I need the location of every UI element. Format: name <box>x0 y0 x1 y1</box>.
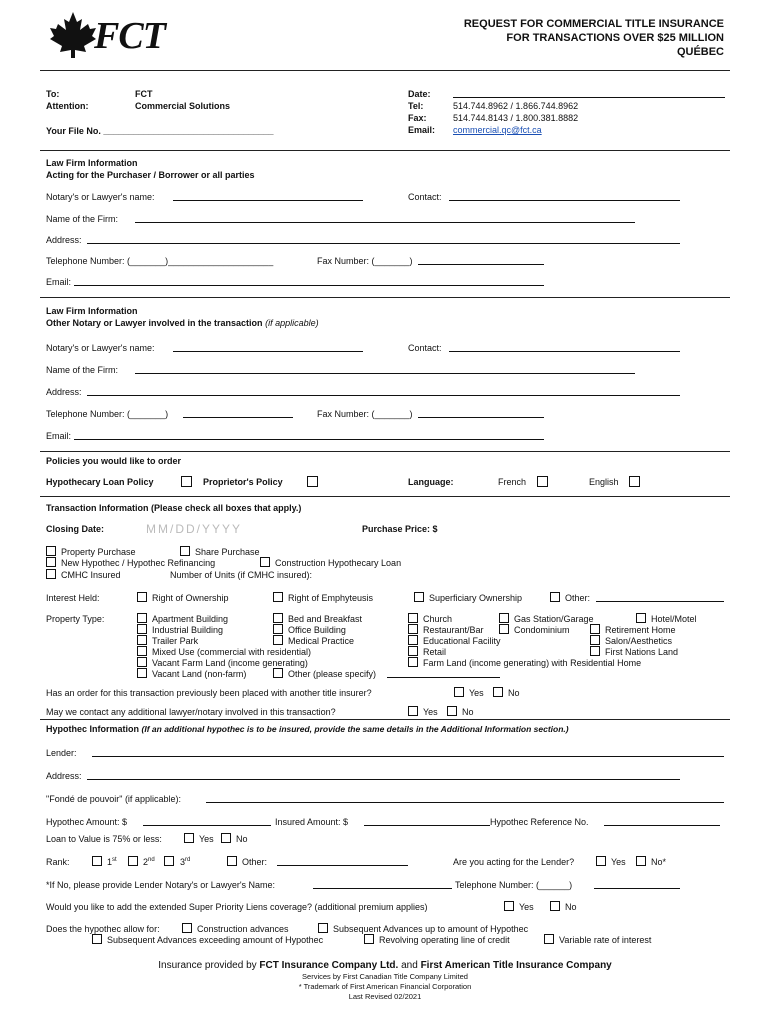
subsequent-exceeding-checkbox[interactable] <box>92 934 102 944</box>
question-previous-order: Has an order for this transaction previously been placed with another title insurer? <box>46 688 372 698</box>
footer-insurance-line <box>0 960 770 971</box>
ifno-label: *If No, please provide Lender Notary's or Lawyer's Name: <box>46 880 276 890</box>
share-purchase-checkbox[interactable] <box>180 546 190 556</box>
firm2-phone-input[interactable] <box>183 409 293 418</box>
footer-and: and <box>401 960 418 971</box>
reference-input[interactable] <box>604 817 720 826</box>
ifno-tel-label: Telephone Number: (______) <box>455 880 573 890</box>
tel-label: Tel: <box>408 101 424 111</box>
firm2-phone-label: Telephone Number: (_______) <box>46 409 169 419</box>
firm2-address-label: Address: <box>46 387 82 397</box>
firm2-address-input[interactable] <box>87 387 680 396</box>
firm1-email-label: Email: <box>46 277 72 287</box>
construction-advances-label: Construction advances <box>197 924 289 934</box>
property-type-label: Property Type: <box>46 614 105 624</box>
farm-vacant-label: Vacant Farm Land (income generating) <box>152 658 308 668</box>
farm-residential-checkbox[interactable] <box>408 657 418 667</box>
firm2-firm-input[interactable] <box>135 365 635 374</box>
email-link[interactable]: commercial.qc@fct.ca <box>453 125 542 135</box>
revolving-checkbox[interactable] <box>364 934 374 944</box>
english-checkbox[interactable] <box>629 476 640 487</box>
retail-label: Retail <box>423 647 447 657</box>
variable-rate-checkbox[interactable] <box>544 934 554 944</box>
firm1-address-label: Address: <box>46 235 82 245</box>
first-nations-checkbox[interactable] <box>590 646 600 656</box>
construction-loan-checkbox[interactable] <box>260 557 270 567</box>
lender-input[interactable] <box>92 748 724 757</box>
retirement-checkbox[interactable] <box>590 624 600 634</box>
firm1-fax-input[interactable] <box>418 256 544 265</box>
rank-2-wrap <box>143 857 155 867</box>
construction-loan-label: Construction Hypothecary Loan <box>275 558 402 568</box>
tel-value: 514.744.8962 / 1.866.744.8962 <box>453 101 579 111</box>
ownership-label: Right of Ownership <box>152 593 229 603</box>
restaurant-label: Restaurant/Bar <box>423 625 484 635</box>
hypothec-address-label: Address: <box>46 771 82 781</box>
gas-station-checkbox[interactable] <box>499 613 509 623</box>
rank-other-input[interactable] <box>277 857 408 866</box>
firm1-address-input[interactable] <box>87 235 680 244</box>
attention-label: Attention: <box>46 101 89 111</box>
office-checkbox[interactable] <box>273 624 283 634</box>
mixed-use-label: Mixed Use (commercial with residential) <box>152 647 312 657</box>
farm-residential-label: Farm Land (income generating) with Residential Home <box>423 658 642 668</box>
superficiary-checkbox[interactable] <box>414 592 424 602</box>
industrial-checkbox[interactable] <box>137 624 147 634</box>
reference-label: Hypothec Reference No. <box>490 817 589 827</box>
condominium-label: Condominium <box>514 625 570 635</box>
header-title-2: FOR TRANSACTIONS OVER $25 MILLION <box>506 32 724 44</box>
question-contact-lawyer: May we contact any additional lawyer/notary involved in this transaction? <box>46 707 336 717</box>
medical-label: Medical Practice <box>288 636 355 646</box>
superliens-label: Would you like to add the extended Super Priority Liens coverage? (additional premium applies) <box>46 902 428 912</box>
to-value: FCT <box>135 89 153 99</box>
condominium-checkbox[interactable] <box>499 624 509 634</box>
q1-yes-checkbox[interactable] <box>454 687 464 697</box>
policies-title: Policies you would like to order <box>46 456 182 466</box>
bed-breakfast-label: Bed and Breakfast <box>288 614 363 624</box>
church-checkbox[interactable] <box>408 613 418 623</box>
logo-text: FCT <box>94 15 165 57</box>
firm2-notary-input[interactable] <box>173 343 363 352</box>
firm2-subtitle-wrap <box>46 318 319 328</box>
hypothec-amount-input[interactable] <box>143 817 271 826</box>
date-label: Date: <box>408 89 431 99</box>
acting-no-label: No* <box>651 857 667 867</box>
acting-yes-label: Yes <box>611 857 626 867</box>
footer-pre: Insurance provided by <box>158 960 257 971</box>
firm2-fax-label: Fax Number: (_______) <box>317 409 413 419</box>
rank-1-checkbox[interactable] <box>92 856 102 866</box>
fonde-label: "Fondé de pouvoir" (if applicable): <box>46 794 181 804</box>
interest-other-input[interactable] <box>596 593 724 602</box>
educational-label: Educational Facility <box>423 636 501 646</box>
file-number-field[interactable]: Your File No. __________________________________ <box>46 126 274 136</box>
industrial-label: Industrial Building <box>152 625 224 635</box>
property-other-checkbox[interactable] <box>273 668 283 678</box>
hypothec-amount-label: Hypothec Amount: $ <box>46 817 128 827</box>
firm2-contact-label: Contact: <box>408 343 442 353</box>
rank-other-checkbox[interactable] <box>227 856 237 866</box>
rank-3-checkbox[interactable] <box>164 856 174 866</box>
rank-2-label: 2 <box>143 857 149 867</box>
property-other-label: Other (please specify) <box>288 669 377 679</box>
restaurant-checkbox[interactable] <box>408 624 418 634</box>
q2-no-label: No <box>462 707 474 717</box>
q2-no-checkbox[interactable] <box>447 706 457 716</box>
trailer-park-checkbox[interactable] <box>137 635 147 645</box>
vacant-land-checkbox[interactable] <box>137 668 147 678</box>
header-title-3: QUÉBEC <box>676 46 724 58</box>
firm2-email-input[interactable] <box>74 431 544 440</box>
purchase-price-label: Purchase Price: $ <box>362 524 438 534</box>
superliens-no-checkbox[interactable] <box>550 901 560 911</box>
revolving-label: Revolving operating line of credit <box>379 935 510 945</box>
share-purchase-label: Share Purchase <box>195 547 260 557</box>
q1-no-checkbox[interactable] <box>493 687 503 697</box>
ltv-no-checkbox[interactable] <box>221 833 231 843</box>
footer-fa: First American Title Insurance Company <box>420 960 612 971</box>
rank-label: Rank: <box>46 857 70 867</box>
lender-label: Lender: <box>46 748 77 758</box>
q1-yes-label: Yes <box>469 688 484 698</box>
allow-label: Does the hypothec allow for: <box>46 924 160 934</box>
firm1-title: Law Firm Information <box>46 158 138 168</box>
firm2-fax-input[interactable] <box>418 409 544 418</box>
vacant-land-label: Vacant Land (non-farm) <box>152 669 247 679</box>
apartment-label: Apartment Building <box>152 614 229 624</box>
ltv-label: Loan to Value is 75% or less: <box>46 834 162 844</box>
educational-checkbox[interactable] <box>408 635 418 645</box>
hypothec-note: (If an additional hypothec is to be insured, provide the same details in the Additional Information section.) <box>141 724 569 734</box>
ifno-input[interactable] <box>313 880 452 889</box>
firm1-phone-field[interactable]: Telephone Number: (_______)_____________________ <box>46 256 274 266</box>
ltv-yes-label: Yes <box>199 834 214 844</box>
fax-label: Fax: <box>408 113 427 123</box>
hypothec-title: Hypothec Information <box>46 724 140 734</box>
footer-fct: FCT Insurance Company Ltd. <box>259 960 399 971</box>
subsequent-exceeding-label: Subsequent Advances exceeding amount of Hypothec <box>107 935 324 945</box>
medical-checkbox[interactable] <box>273 635 283 645</box>
firm1-notary-input[interactable] <box>173 192 363 201</box>
variable-rate-label: Variable rate of interest <box>559 935 652 945</box>
interest-other-label: Other: <box>565 593 591 603</box>
office-label: Office Building <box>288 625 346 635</box>
superficiary-label: Superficiary Ownership <box>429 593 523 603</box>
salon-checkbox[interactable] <box>590 635 600 645</box>
attention-value: Commercial Solutions <box>135 101 231 111</box>
retail-checkbox[interactable] <box>408 646 418 656</box>
emphyteusis-checkbox[interactable] <box>273 592 283 602</box>
rank-2-suffix: nd <box>148 857 155 863</box>
q2-yes-label: Yes <box>423 707 438 717</box>
rank-3-wrap <box>180 857 190 867</box>
fax-value: 514.744.8143 / 1.800.381.8882 <box>453 113 579 123</box>
construction-advances-checkbox[interactable] <box>182 923 192 933</box>
footer-trademark: * Trademark of First American Financial Corporation <box>298 982 472 991</box>
firm2-subtitle-note: (if applicable) <box>265 318 319 328</box>
interest-other-checkbox[interactable] <box>550 592 560 602</box>
firm2-contact-input[interactable] <box>449 343 680 352</box>
date-input[interactable] <box>453 89 725 98</box>
new-hypothec-checkbox[interactable] <box>46 557 56 567</box>
ltv-yes-checkbox[interactable] <box>184 833 194 843</box>
ltv-no-label: No <box>236 834 248 844</box>
property-purchase-label: Property Purchase <box>61 547 136 557</box>
email-label: Email: <box>408 125 436 135</box>
hotel-checkbox[interactable] <box>636 613 646 623</box>
acting-no-checkbox[interactable] <box>636 856 646 866</box>
french-checkbox[interactable] <box>537 476 548 487</box>
rank-other-label: Other: <box>242 857 268 867</box>
farm-vacant-checkbox[interactable] <box>137 657 147 667</box>
ownership-checkbox[interactable] <box>137 592 147 602</box>
church-label: Church <box>423 614 453 624</box>
french-label: French <box>498 477 527 487</box>
firm2-notary-label: Notary's or Lawyer's name: <box>46 343 155 353</box>
retirement-label: Retirement Home <box>605 625 676 635</box>
fonde-input[interactable] <box>206 794 724 803</box>
loan-policy-checkbox[interactable] <box>181 476 192 487</box>
firm1-email-input[interactable] <box>74 277 544 286</box>
owner-policy-checkbox[interactable] <box>307 476 318 487</box>
maple-leaf-icon <box>48 10 98 60</box>
q2-yes-checkbox[interactable] <box>408 706 418 716</box>
rank-2-checkbox[interactable] <box>128 856 138 866</box>
insured-amount-input[interactable] <box>364 817 490 826</box>
transaction-title: Transaction Information (Please check all boxes that apply.) <box>46 503 302 513</box>
firm1-contact-input[interactable] <box>449 192 680 201</box>
superliens-no-label: No <box>565 902 577 912</box>
rank-1-wrap <box>107 857 117 867</box>
units-label: Number of Units (if CMHC insured): <box>170 570 313 580</box>
mixed-use-checkbox[interactable] <box>137 646 147 656</box>
footer-services: Services by First Canadian Title Company Limited <box>302 972 468 981</box>
firm1-notary-label: Notary's or Lawyer's name: <box>46 192 155 202</box>
footer-revised: Last Revised 02/2021 <box>348 992 422 1001</box>
hotel-label: Hotel/Motel <box>651 614 697 624</box>
english-label: English <box>589 477 619 487</box>
apartment-checkbox[interactable] <box>137 613 147 623</box>
emphyteusis-label: Right of Emphyteusis <box>288 593 374 603</box>
acting-label: Are you acting for the Lender? <box>453 857 575 867</box>
firm1-subtitle: Acting for the Purchaser / Borrower or all parties <box>46 170 255 180</box>
language-label: Language: <box>408 477 454 487</box>
cmhc-checkbox[interactable] <box>46 569 56 579</box>
loan-policy-label: Hypothecary Loan Policy <box>46 477 154 487</box>
bed-breakfast-checkbox[interactable] <box>273 613 283 623</box>
firm1-firm-label: Name of the Firm: <box>46 214 119 224</box>
subsequent-advances-label: Subsequent Advances up to amount of Hypothec <box>333 924 529 934</box>
superliens-yes-checkbox[interactable] <box>504 901 514 911</box>
ifno-tel-input[interactable] <box>594 880 680 889</box>
hypothec-address-input[interactable] <box>87 771 680 780</box>
fct-logo <box>48 10 198 60</box>
rank-3-suffix: rd <box>185 857 191 863</box>
subsequent-advances-checkbox[interactable] <box>318 923 328 933</box>
firm1-contact-label: Contact: <box>408 192 442 202</box>
salon-label: Salon/Aesthetics <box>605 636 673 646</box>
property-other-input[interactable] <box>387 669 500 678</box>
closing-date-input[interactable]: MM/DD/YYYY <box>146 522 243 536</box>
trailer-park-label: Trailer Park <box>152 636 199 646</box>
rank-1-suffix: st <box>112 857 117 863</box>
cmhc-label: CMHC Insured <box>61 570 121 580</box>
to-label: To: <box>46 89 60 99</box>
firm2-firm-label: Name of the Firm: <box>46 365 119 375</box>
new-hypothec-label: New Hypothec / Hypothec Refinancing <box>61 558 216 568</box>
firm2-email-label: Email: <box>46 431 72 441</box>
header-title-1: REQUEST FOR COMMERCIAL TITLE INSURANCE <box>463 18 724 30</box>
insured-amount-label: Insured Amount: $ <box>275 817 349 827</box>
closing-date-label: Closing Date: <box>46 524 105 534</box>
firm1-firm-input[interactable] <box>135 214 635 223</box>
gas-station-label: Gas Station/Garage <box>514 614 594 624</box>
firm2-title: Law Firm Information <box>46 306 138 316</box>
firm2-subtitle: Other Notary or Lawyer involved in the transaction <box>46 318 263 328</box>
superliens-yes-label: Yes <box>519 902 534 912</box>
property-purchase-checkbox[interactable] <box>46 546 56 556</box>
rank-1-label: 1 <box>107 857 113 867</box>
rank-3-label: 3 <box>180 857 186 867</box>
firm1-fax-label: Fax Number: (_______) <box>317 256 413 266</box>
q1-no-label: No <box>508 688 520 698</box>
interest-label: Interest Held: <box>46 593 100 603</box>
hypothec-title-wrap <box>46 724 569 734</box>
first-nations-label: First Nations Land <box>605 647 679 657</box>
acting-yes-checkbox[interactable] <box>596 856 606 866</box>
owner-policy-label: Proprietor's Policy <box>203 477 283 487</box>
